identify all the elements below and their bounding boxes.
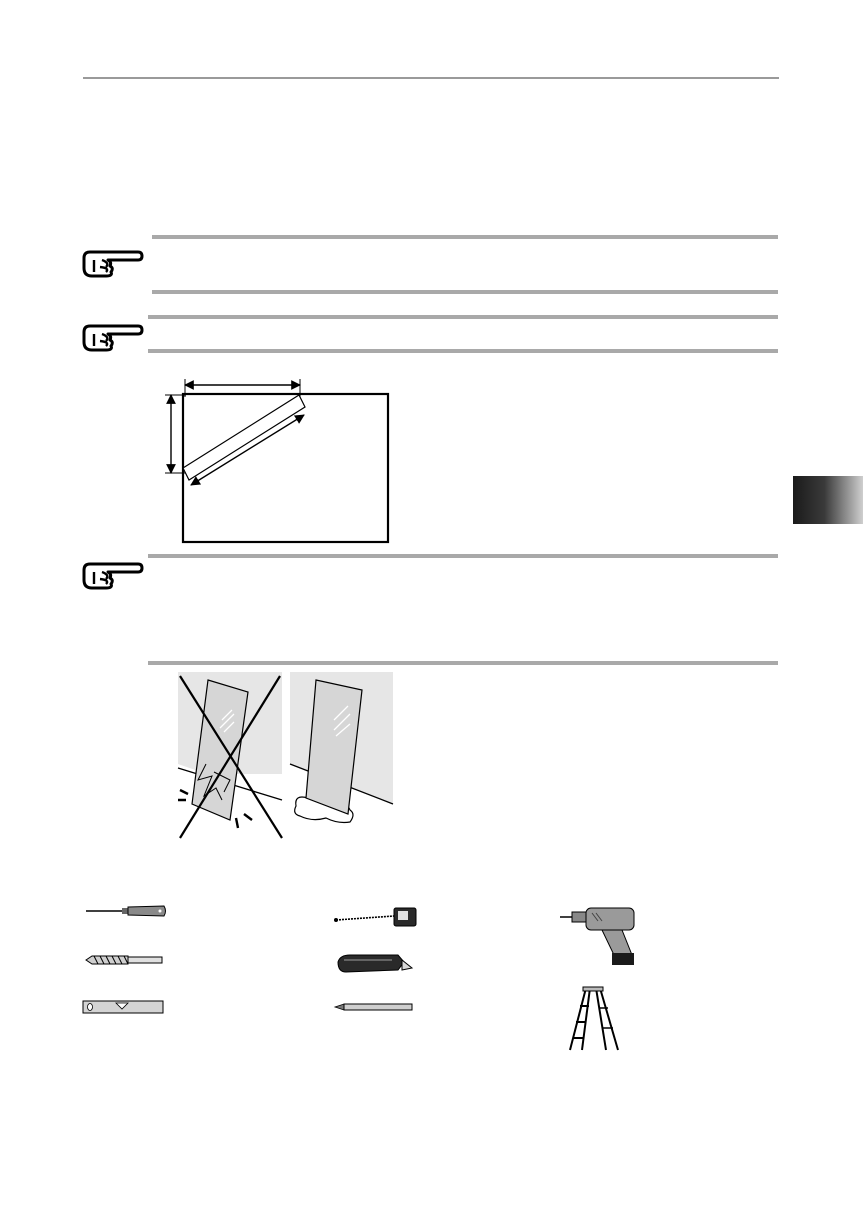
pointing-hand-icon bbox=[80, 320, 144, 352]
pointing-hand-icon bbox=[80, 246, 144, 278]
note-2-top-rule bbox=[148, 315, 778, 319]
header-rule bbox=[83, 77, 779, 79]
chapter-tab bbox=[793, 476, 863, 524]
screwdriver-icon bbox=[84, 904, 168, 918]
note-3-bottom-rule bbox=[148, 661, 778, 665]
tape-measure-icon bbox=[334, 906, 418, 928]
power-drill-icon bbox=[558, 905, 640, 967]
pointing-hand-icon bbox=[80, 558, 144, 590]
note-2-bottom-rule bbox=[148, 349, 778, 353]
drill-bit-icon bbox=[84, 954, 164, 966]
correct-placement-illustration bbox=[290, 672, 395, 832]
note-1-bottom-rule bbox=[152, 290, 778, 294]
note-1-top-rule bbox=[152, 235, 778, 239]
panel-dimension-diagram bbox=[160, 375, 395, 550]
note-3-top-rule bbox=[148, 554, 778, 558]
spirit-level-icon bbox=[82, 1000, 164, 1014]
utility-knife-icon bbox=[334, 952, 414, 976]
wrong-placement-illustration bbox=[170, 672, 285, 842]
pencil-icon bbox=[334, 1002, 414, 1012]
step-ladder-icon bbox=[566, 986, 622, 1052]
